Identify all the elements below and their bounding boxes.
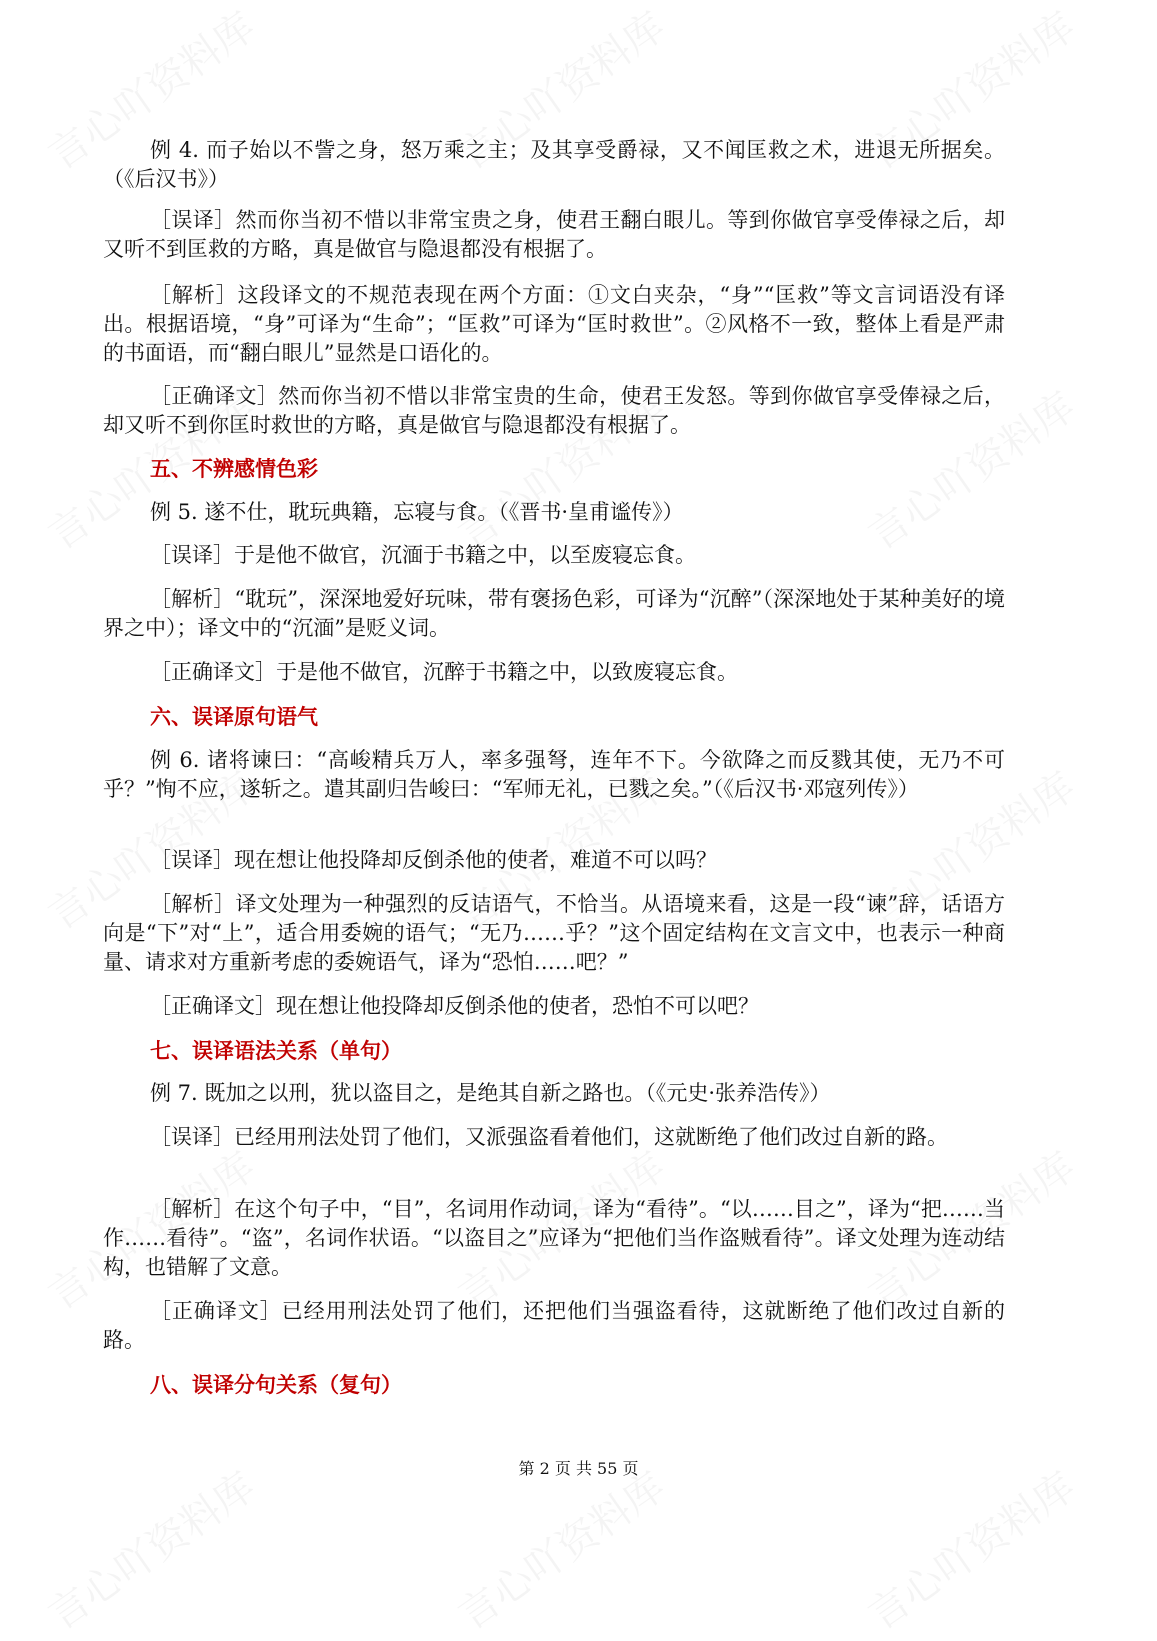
watermark: [35, 1456, 264, 1640]
page-footer: 第 2 页 共 55 页: [518, 1459, 639, 1478]
example-5-text: 例 5. 遂不仕，耽玩典籍，忘寝与食。（《晋书·皇甫谧传》）: [150, 500, 684, 524]
example-6-analysis: ［解析］译文处理为一种强烈的反诘语气，不恰当。从语境来看，这是一段“谏”辞，话语方向是“下”对“上”，适合用委婉的语气；“无乃……乎？”这个固定结构在文言文中，也表示一种商量、请求对方重新考虑的委婉语气，译为“恐怕……吧？”: [103, 892, 1005, 974]
example-7-analysis: ［解析］在这个句子中，“目”，名词用作动词，译为“看待”。“以……目之”，译为“把……当作……看待”。“盗”，名词作状语。“以盗目之”应译为“把他们当作盗贼看待”。译文处理为连动结构，也错解了文意。: [103, 1197, 1005, 1279]
example-4-correct: ［正确译文］然而你当初不惜以非常宝贵的生命，使君王发怒。等到你做官享受俸禄之后，却又听不到你匡时救世的方略，真是做官与隐退都没有根据了。: [103, 384, 1005, 437]
example-7-mistranslation: ［误译］已经用刑法处罚了他们，又派强盗看着他们，这就断绝了他们改过自新的路。: [150, 1125, 948, 1149]
example-7-text: 例 7. 既加之以刑，犹以盗目之，是绝其自新之路也。（《元史·张养浩传》）: [150, 1081, 831, 1105]
section-heading-7: 七、误译语法关系（单句）: [150, 1038, 402, 1063]
example-6-correct: ［正确译文］现在想让他投降却反倒杀他的使者，恐怕不可以吧？: [150, 994, 759, 1018]
example-4-text: 例 4. 而子始以不訾之身，怒万乘之主；及其享受爵禄，又不闻匡救之术，进退无所据矣。（《后汉书》）: [103, 138, 1005, 191]
section-heading-5: 五、不辨感情色彩: [150, 456, 318, 481]
example-5-analysis: ［解析］“耽玩”，深深地爱好玩味，带有褒扬色彩，可译为“沉醉”（深深地处于某种美好的境界之中）；译文中的“沉湎”是贬义词。: [103, 587, 1005, 640]
example-6-mistranslation: ［误译］现在想让他投降却反倒杀他的使者，难道不可以吗？: [150, 848, 717, 872]
example-5-mistranslation: ［误译］于是他不做官，沉湎于书籍之中，以至废寝忘食。: [150, 543, 696, 567]
watermark: [855, 1456, 1084, 1640]
example-4-mistranslation: ［误译］然而你当初不惜以非常宝贵之身，使君王翻白眼儿。等到你做官享受俸禄之后，却又听不到匡救的方略，真是做官与隐退都没有根据了。: [103, 208, 1005, 261]
example-7-correct: ［正确译文］已经用刑法处罚了他们，还把他们当强盗看待，这就断绝了他们改过自新的路。: [103, 1299, 1005, 1352]
watermark: [445, 1456, 674, 1640]
example-6-text: 例 6. 诸将谏曰：“高峻精兵万人，率多强弩，连年不下。今欲降之而反戮其使，无乃不可乎？”恂不应，遂斩之。遣其副归告峻曰：“军师无礼，已戮之矣。”（《后汉书·邓寇列传》）: [103, 748, 1005, 801]
example-5-correct: ［正确译文］于是他不做官，沉醉于书籍之中，以致废寝忘食。: [150, 660, 738, 684]
example-4-analysis: ［解析］这段译文的不规范表现在两个方面：①文白夹杂，“身”“匡救”等文言词语没有译出。根据语境，“身”可译为“生命”；“匡救”可译为“匡时救世”。②风格不一致，整体上看是严肃的书面语，而“翻白眼儿”显然是口语化的。: [103, 283, 1005, 365]
section-heading-8: 八、误译分句关系（复句）: [150, 1372, 402, 1397]
section-heading-6: 六、误译原句语气: [150, 704, 318, 729]
